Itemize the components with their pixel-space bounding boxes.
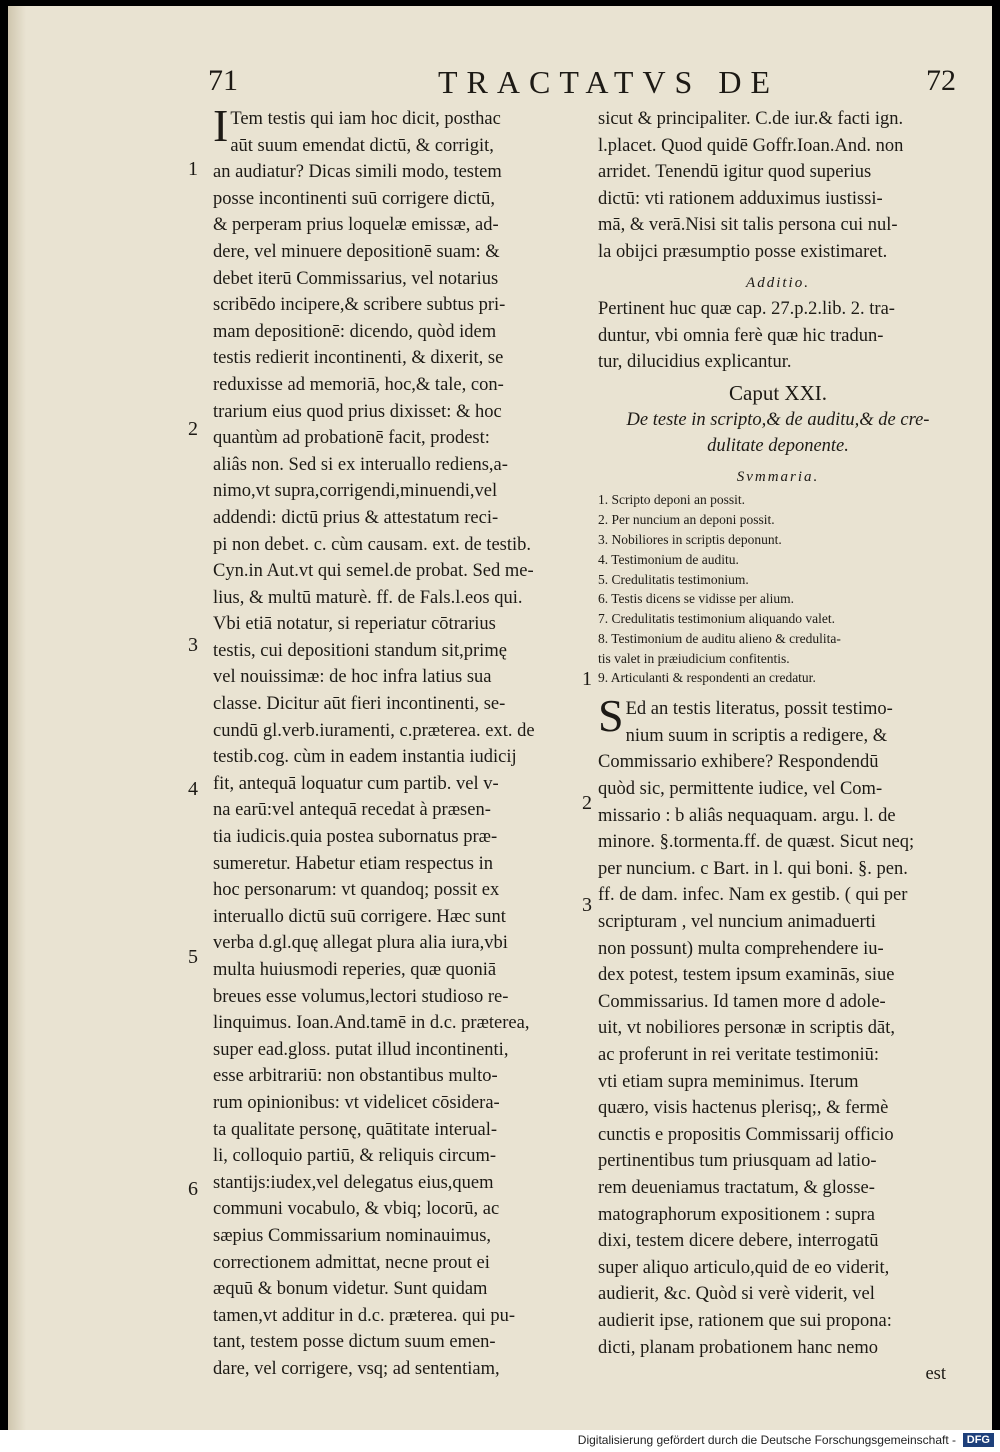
additio-heading: Additio. [746, 274, 810, 291]
text-line: vti etiam supra meminimus. Iterum [598, 1071, 859, 1092]
additio-block [598, 296, 958, 376]
text-line: testis, cui depositioni standum sit,primę [213, 640, 507, 661]
text-line: De teste in scripto,& de auditu,& de cre- [626, 409, 930, 430]
text-line-content: Tem testis qui iam hoc dicit, posthac [230, 109, 501, 129]
margin-number: 5 [188, 946, 198, 968]
margin-number: 1 [582, 668, 592, 690]
text-line: audierit ipse, rationem que sui propona: [598, 1310, 892, 1331]
text-line: rum opinionibus: vt videlicet cōsidera- [213, 1092, 500, 1113]
text-line: pi non debet. c. cùm causam. ext. de testib. [213, 534, 532, 555]
text-line: testis redierit incontinenti, & dixerit, se [213, 348, 504, 369]
text-line: na earū:vel antequā recedat à præsen- [213, 800, 491, 821]
text-line: classe. Dicitur aūt fieri incontinenti, se- [213, 694, 506, 715]
text-line: li, colloquio partiū, & reliquis circum- [213, 1146, 497, 1167]
text-line: lius, & multū maturè. ff. de Fals.l.eos qui. [213, 587, 523, 608]
text-line: nimo,vt supra,corrigendi,minuendi,vel [213, 481, 498, 502]
text-line: stantijs:iudex,vel delegatus eius,quem [213, 1172, 494, 1193]
text-line: 6. Testis dicens se vidisse per alium. [598, 591, 795, 607]
text-line: multa huiusmodi reperies, quæ quoniā [213, 960, 497, 980]
text-line: tis valet in præiudicium confitentis. [598, 650, 790, 666]
text-line: nium suum in scriptis a redigere, & [625, 725, 888, 746]
text-line: duntur, vbi omnia ferè quæ hic tradun- [598, 325, 884, 346]
text-line: addendi: dictū prius & attestatum reci- [213, 507, 499, 528]
text-line: audierit, &c. Quòd si verè viderit, vel [598, 1284, 875, 1305]
text-line: & perperam prius loquelæ emissæ, ad- [213, 215, 499, 236]
funding-notice: Digitalisierung gefördert durch die Deutsche Forschungsgemeinschaft - [577, 1433, 956, 1447]
text-line: mā, & verā.Nisi sit talis persona cui nul- [598, 215, 898, 236]
text-line: 9. Articulanti & respondenti an credatur. [598, 670, 816, 686]
text-line: matographorum expositionem : supra [598, 1204, 875, 1225]
text-line: sumeretur. Habetur etiam respectus in [213, 853, 493, 874]
text-line: dicti, planam probationem hanc nemo [598, 1337, 878, 1358]
text-line: dulitate deponente. [707, 436, 849, 457]
text-line: testib.cog. cùm in eadem instantia iudicij [213, 747, 517, 768]
text-line: 2. Per nuncium an deponi possit. [598, 512, 775, 528]
text-line: hoc personarum: vt quandoq; possit ex [213, 880, 500, 901]
chapter-body [598, 690, 958, 1361]
text-line: ta qualitate personę, quātitate interual- [213, 1119, 498, 1140]
margin-number: 4 [188, 778, 198, 800]
margin-number: 2 [188, 418, 198, 440]
text-line: super ead.gloss. putat illud incontinenti, [213, 1039, 509, 1060]
text-line-content: Ed an testis literatus, possit testimo- [625, 699, 893, 720]
caput-title: Caput XXI. [729, 380, 827, 405]
text-line: Commissarius. Id tamen more d adole- [598, 991, 886, 1012]
text-line: dare, vel corrigere, vsq; ad sententiam, [213, 1358, 500, 1379]
digitization-footer [0, 1430, 1000, 1452]
margin-number: 3 [582, 894, 592, 916]
text-line: 1. Scripto deponi an possit. [598, 492, 745, 508]
text-line: 8. Testimonium de auditu alieno & credulita- [598, 630, 841, 646]
text-line: sæpius Commissarium nominauimus, [213, 1225, 492, 1246]
book-page [8, 6, 992, 1430]
text-line: 4. Testimonium de auditu. [598, 551, 739, 567]
summaria-heading: Svmmaria. [736, 468, 820, 485]
text-line: minore. §.tormenta.ff. de quæst. Sicut neq; [598, 832, 915, 853]
text-line: super aliquo articulo,quid de eo viderit, [598, 1257, 890, 1278]
text-line: arridet. Tenendū igitur quod superius [598, 162, 872, 183]
text-line: quantùm ad probationē facit, prodest: [213, 428, 490, 449]
text-line: pertinentibus tum priusquam ad latio- [598, 1151, 877, 1172]
text-line: missario : b aliâs nequaquam. argu. l. de [598, 805, 896, 826]
right-page-number: 72 [926, 64, 956, 97]
text-line: breues esse volumus,lectori studioso re- [213, 986, 509, 1007]
margin-number: 3 [188, 634, 198, 656]
summaria-list [598, 490, 958, 688]
dfg-logo: DFG [963, 1433, 994, 1447]
text-line: 3. Nobiliores in scriptis deponunt. [598, 531, 782, 547]
text-line: 5. Credulitatis testimonium. [598, 571, 749, 587]
text-line: per nuncium. c Bart. in l. qui boni. §. pen. [598, 858, 908, 879]
text-line: uit, vt nobiliores personæ in scriptis dāt, [598, 1018, 896, 1039]
text-line: tia iudicis.quia postea subornatus præ- [213, 827, 498, 848]
left-page-number: 71 [208, 64, 238, 97]
text-line: reduxisse ad memoriā, hoc,& tale, con- [213, 374, 504, 395]
caput-subtitle [598, 407, 958, 460]
text-line: tamen,vt additur in d.c. præterea. qui pu- [213, 1305, 516, 1326]
text-line: dere, vel minuere depositionē suam: & [213, 241, 500, 262]
text-line: posse incontinenti suū corrigere dictū, [213, 188, 496, 209]
text-line: mam depositionē: dicendo, quòd idem [213, 321, 497, 342]
text-line: cundū gl.verb.iuramenti, c.præterea. ext. de [213, 720, 535, 741]
text-line: Pertinent huc quæ cap. 27.p.2.lib. 2. tra- [598, 299, 895, 320]
text-line: cunctis e propositis Commissarij officio [598, 1124, 894, 1145]
running-title: TRACTATVS DE [438, 64, 779, 100]
text-line: ff. de dam. infec. Nam ex gestib. ( qui per [598, 885, 908, 906]
page-edge-shadow [8, 6, 26, 1430]
text-line: Commissario exhibere? Respondendū [598, 752, 879, 773]
text-line: dixi, testem dicere debere, interrogatū [598, 1231, 879, 1252]
text-line: an audiatur? Dicas simili modo, testem [213, 162, 502, 183]
text-line: æquū & bonum videtur. Sunt quidam [213, 1279, 488, 1300]
left-text-column [213, 100, 569, 1383]
text-line: correctionem admittat, necne prout ei [213, 1252, 490, 1273]
text-line: debet iterū Commissarius, vel notarius [213, 268, 499, 289]
text-line: scribēdo incipere,& scribere subtus pri- [213, 295, 506, 316]
drop-capital: S [598, 690, 624, 742]
margin-number: 6 [188, 1178, 198, 1200]
drop-capital: I [213, 100, 229, 151]
text-line: Cyn.in Aut.vt qui semel.de probat. Sed me- [213, 561, 534, 582]
catchword: est [925, 1364, 946, 1385]
text-line: vel nouissimæ: de hoc infra latius sua [213, 667, 492, 688]
text-line: tur, dilucidius explicantur. [598, 352, 792, 373]
text-line: aūt suum emendat dictū, & corrigit, [230, 135, 494, 156]
right-text-column [598, 106, 958, 1388]
text-line: dex potest, testem ipsum examinās, siue [598, 965, 895, 986]
text-line: communi vocabulo, & vbiq; locorū, ac [213, 1199, 500, 1220]
text-line: tant, testem posse dictum suum emen- [213, 1332, 496, 1353]
text-line: non possunt) multa comprehendere iu- [598, 938, 884, 959]
text-line: linquimus. Ioan.And.tamē in d.c. præterea, [213, 1013, 530, 1034]
text-line: Vbi etiā notatur, si reperiatur cōtrarius [213, 614, 496, 635]
margin-number: 2 [582, 792, 592, 814]
text-line: dictū: vti rationem adduximus iustissi- [598, 188, 883, 209]
text-line: quòd sic, permittente iudice, vel Com- [598, 779, 883, 800]
text-line: 7. Credulitatis testimonium aliquando valet. [598, 611, 835, 627]
margin-number: 1 [188, 158, 198, 180]
text-line: la obijci præsumptio posse existimaret. [598, 241, 888, 262]
text-line: ac proferunt in rei veritate testimoniū: [598, 1045, 879, 1065]
text-line: trarium eius quod prius dixisset: & hoc [213, 401, 502, 422]
text-line: rem deueniamus tractatum, & glosse- [598, 1177, 875, 1198]
text-line: esse arbitrariū: non obstantibus multo- [213, 1066, 498, 1087]
text-line: scripturam , vel nuncium animaduerti [598, 912, 876, 933]
intro-block [598, 106, 958, 266]
text-line: interuallo dictū suū corrigere. Hæc sunt [213, 906, 506, 927]
text-line: l.placet. Quod quidē Goffr.Ioan.And. non [598, 135, 904, 156]
text-line: sicut & principaliter. C.de iur.& facti ign. [598, 109, 904, 129]
text-line: verba d.gl.quę allegat plura alia iura,vbi [213, 933, 508, 954]
text-line: aliâs non. Sed si ex interuallo rediens,a- [213, 454, 508, 475]
text-line: quæro, visis hactenus plerisq;, & fermè [598, 1098, 889, 1119]
text-line: fit, antequā loquatur cum partib. vel v- [213, 773, 499, 794]
